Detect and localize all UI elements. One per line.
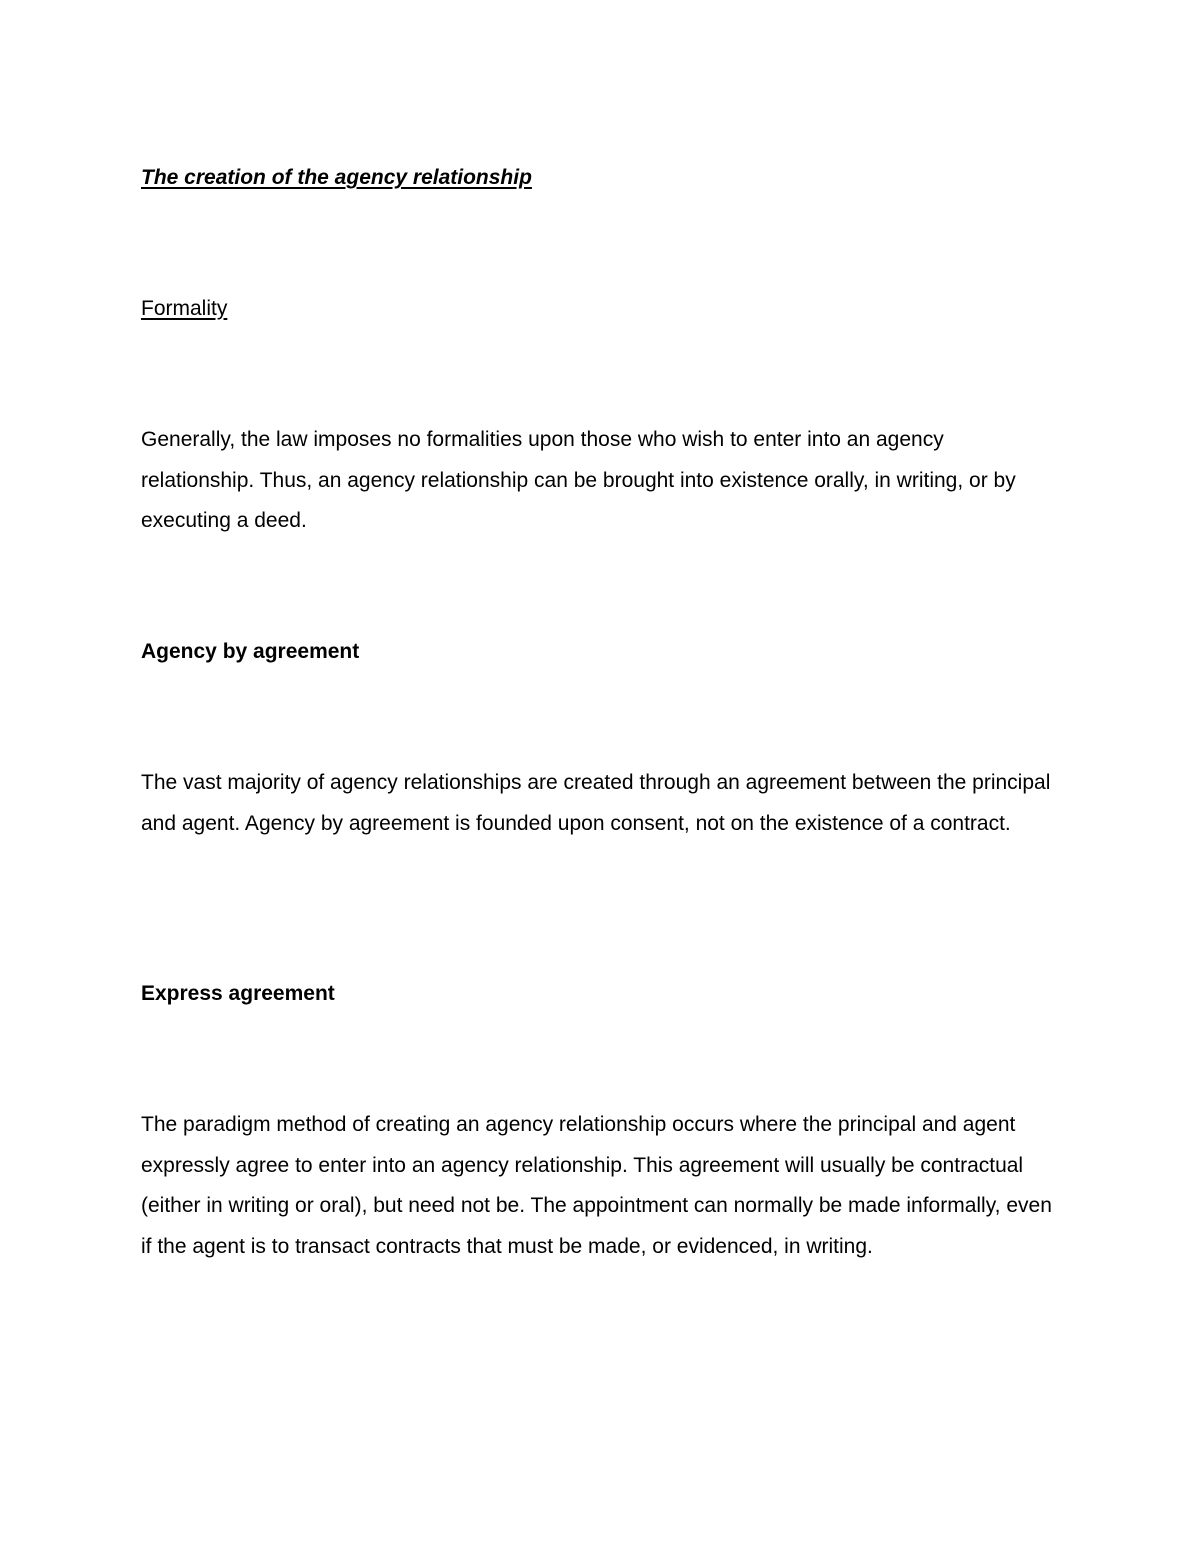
section-body-agency-by-agreement: The vast majority of agency relationships are created through an agreement between the principal and agent. Agency by agreement is founded upon consent, not on the existence of a contract. <box>141 771 1051 835</box>
section-heading-agency-by-agreement: Agency by agreement <box>141 640 360 663</box>
section-heading-formality: Formality <box>141 297 228 320</box>
section-body-formality: Generally, the law imposes no formalities upon those who wish to enter into an agency relationship. Thus, an agency relationship can be brought into existence orally, in writing, or by executing a deed. <box>141 428 1016 532</box>
section-body-express-agreement: The paradigm method of creating an agency relationship occurs where the principal and agent expressly agree to enter into an agency relationship. This agreement will usually be contractual (either in writing or oral), but need not be. The appointment can normally be made informally, even if the agent is to transact contracts that must be made, or evidenced, in writing. <box>141 1113 1052 1258</box>
document-title: The creation of the agency relationship <box>141 166 532 189</box>
section-heading-express-agreement: Express agreement <box>141 982 335 1005</box>
